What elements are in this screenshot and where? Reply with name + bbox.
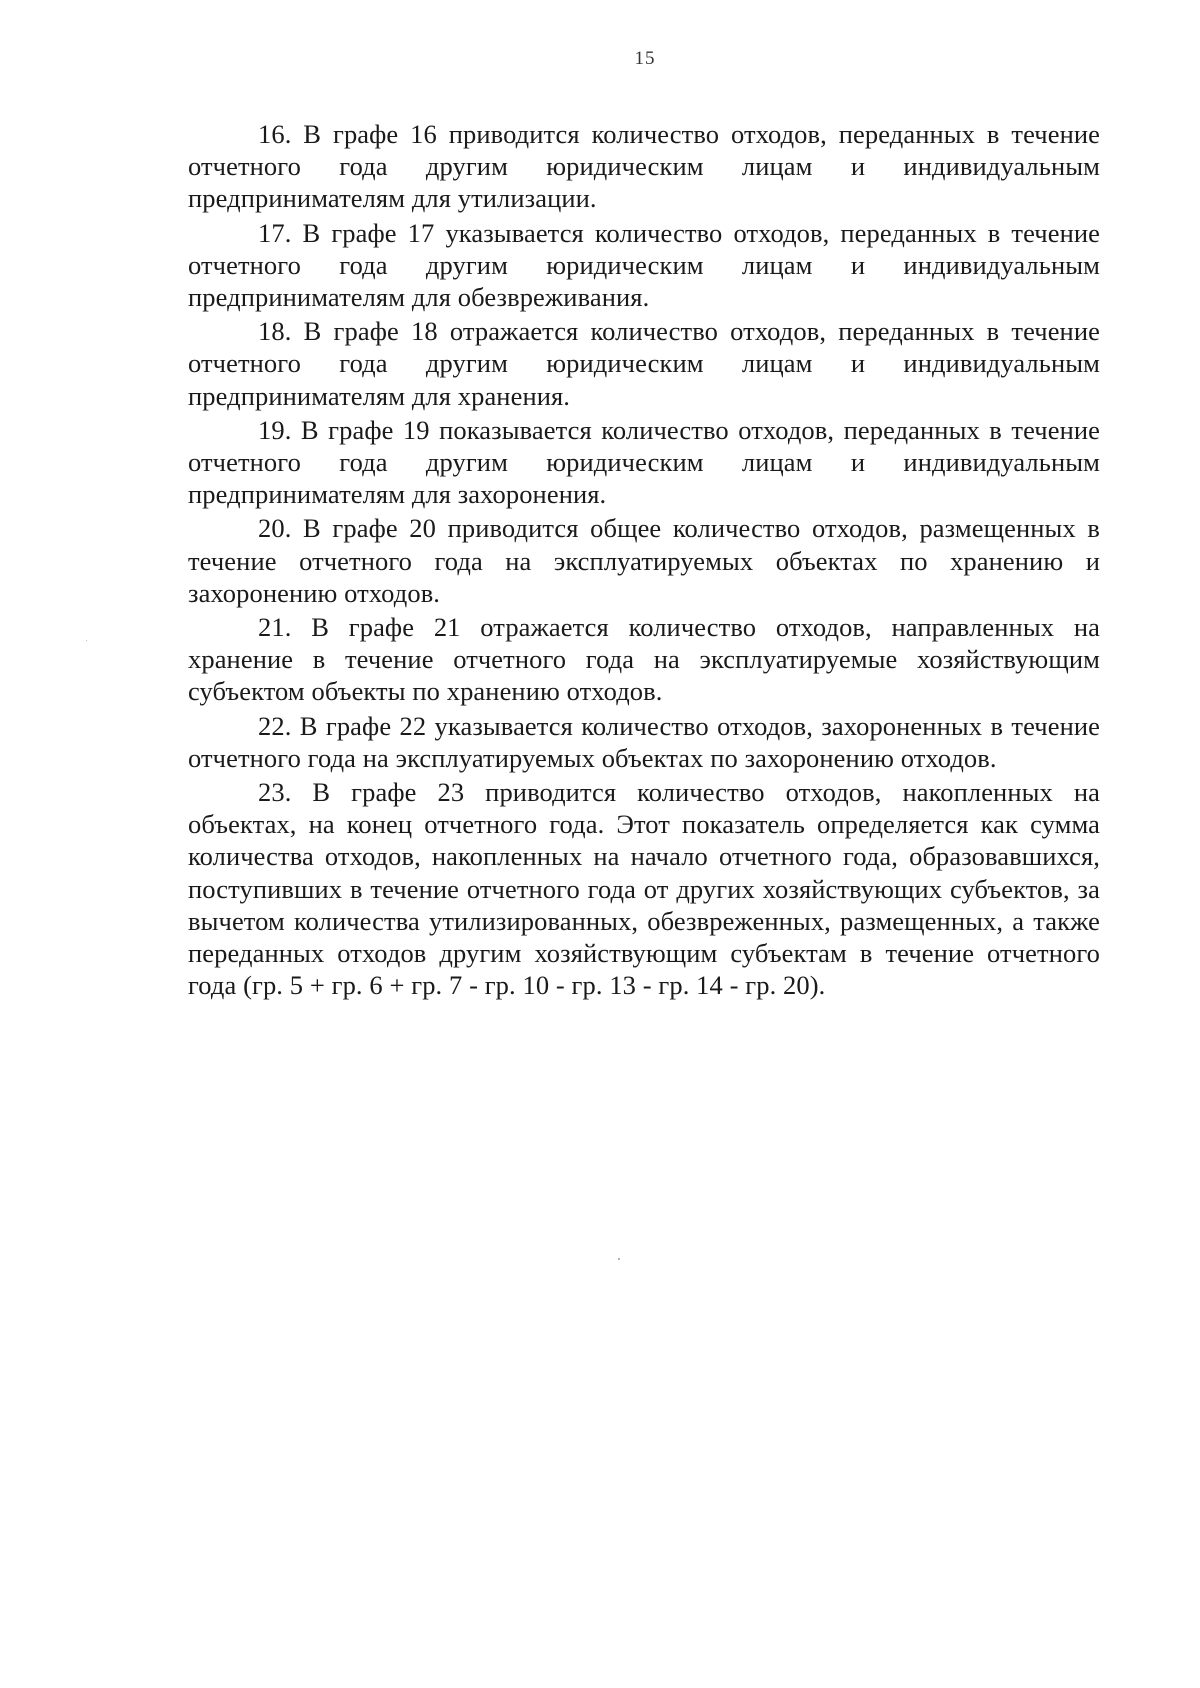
document-body [188,118,1100,1003]
paragraph-16: 16. В графе 16 приводится количество отходов, переданных в течение отчетного года другим юридическим лицам и индивидуальным предпринимателям для утилизации. [188,119,1100,214]
scan-speck [86,640,87,641]
paragraph-22: 22. В графе 22 указывается количество отходов, захороненных в течение отчетного года на эксплуатируемых объектах по захоронению отходов. [188,710,1100,773]
page-number: 15 [634,48,656,69]
paragraph-18: 18. В графе 18 отражается количество отходов, переданных в течение отчетного года другим юридическим лицам и индивидуальным предпринимателям для хранения. [188,316,1100,411]
scan-speck [618,1258,620,1260]
paragraph-17: 17. В графе 17 указывается количество отходов, переданных в течение отчетного года другим юридическим лицам и индивидуальным предпринимателям для обезвреживания. [188,217,1100,313]
paragraph-19: 19. В графе 19 показывается количество отходов, переданных в течение отчетного года другим юридическим лицам и индивидуальным предпринимателям для захоронения. [188,414,1100,510]
paragraph-23: 23. В графе 23 приводится количество отходов, накопленных на объектах, на конец отчетного года. Этот показатель определяется как сумма количества отходов, накопленных на начало отчетного года, образовавшихся, поступивших в течение отчетного года от других хозяйствующих субъектов, за вычетом количества утилизированных, обезвреженных, размещенных, а также переданных отходов другим хозяйствующим субъектам в течение отчетного года (гр. 5 + гр. 6 + гр. 7 - гр. 10 - гр. 13 - гр. 14 - гр. 20). [188,777,1100,1001]
paragraph-21: 21. В графе 21 отражается количество отходов, направленных на хранение в течение отчетного года на эксплуатируемые хозяйствующим субъектом объекты по хранению отходов. [188,612,1100,707]
paragraph-20: 20. В графе 20 приводится общее количество отходов, размещенных в течение отчетного года на эксплуатируемых объектах по хранению и захоронению отходов. [188,513,1100,608]
